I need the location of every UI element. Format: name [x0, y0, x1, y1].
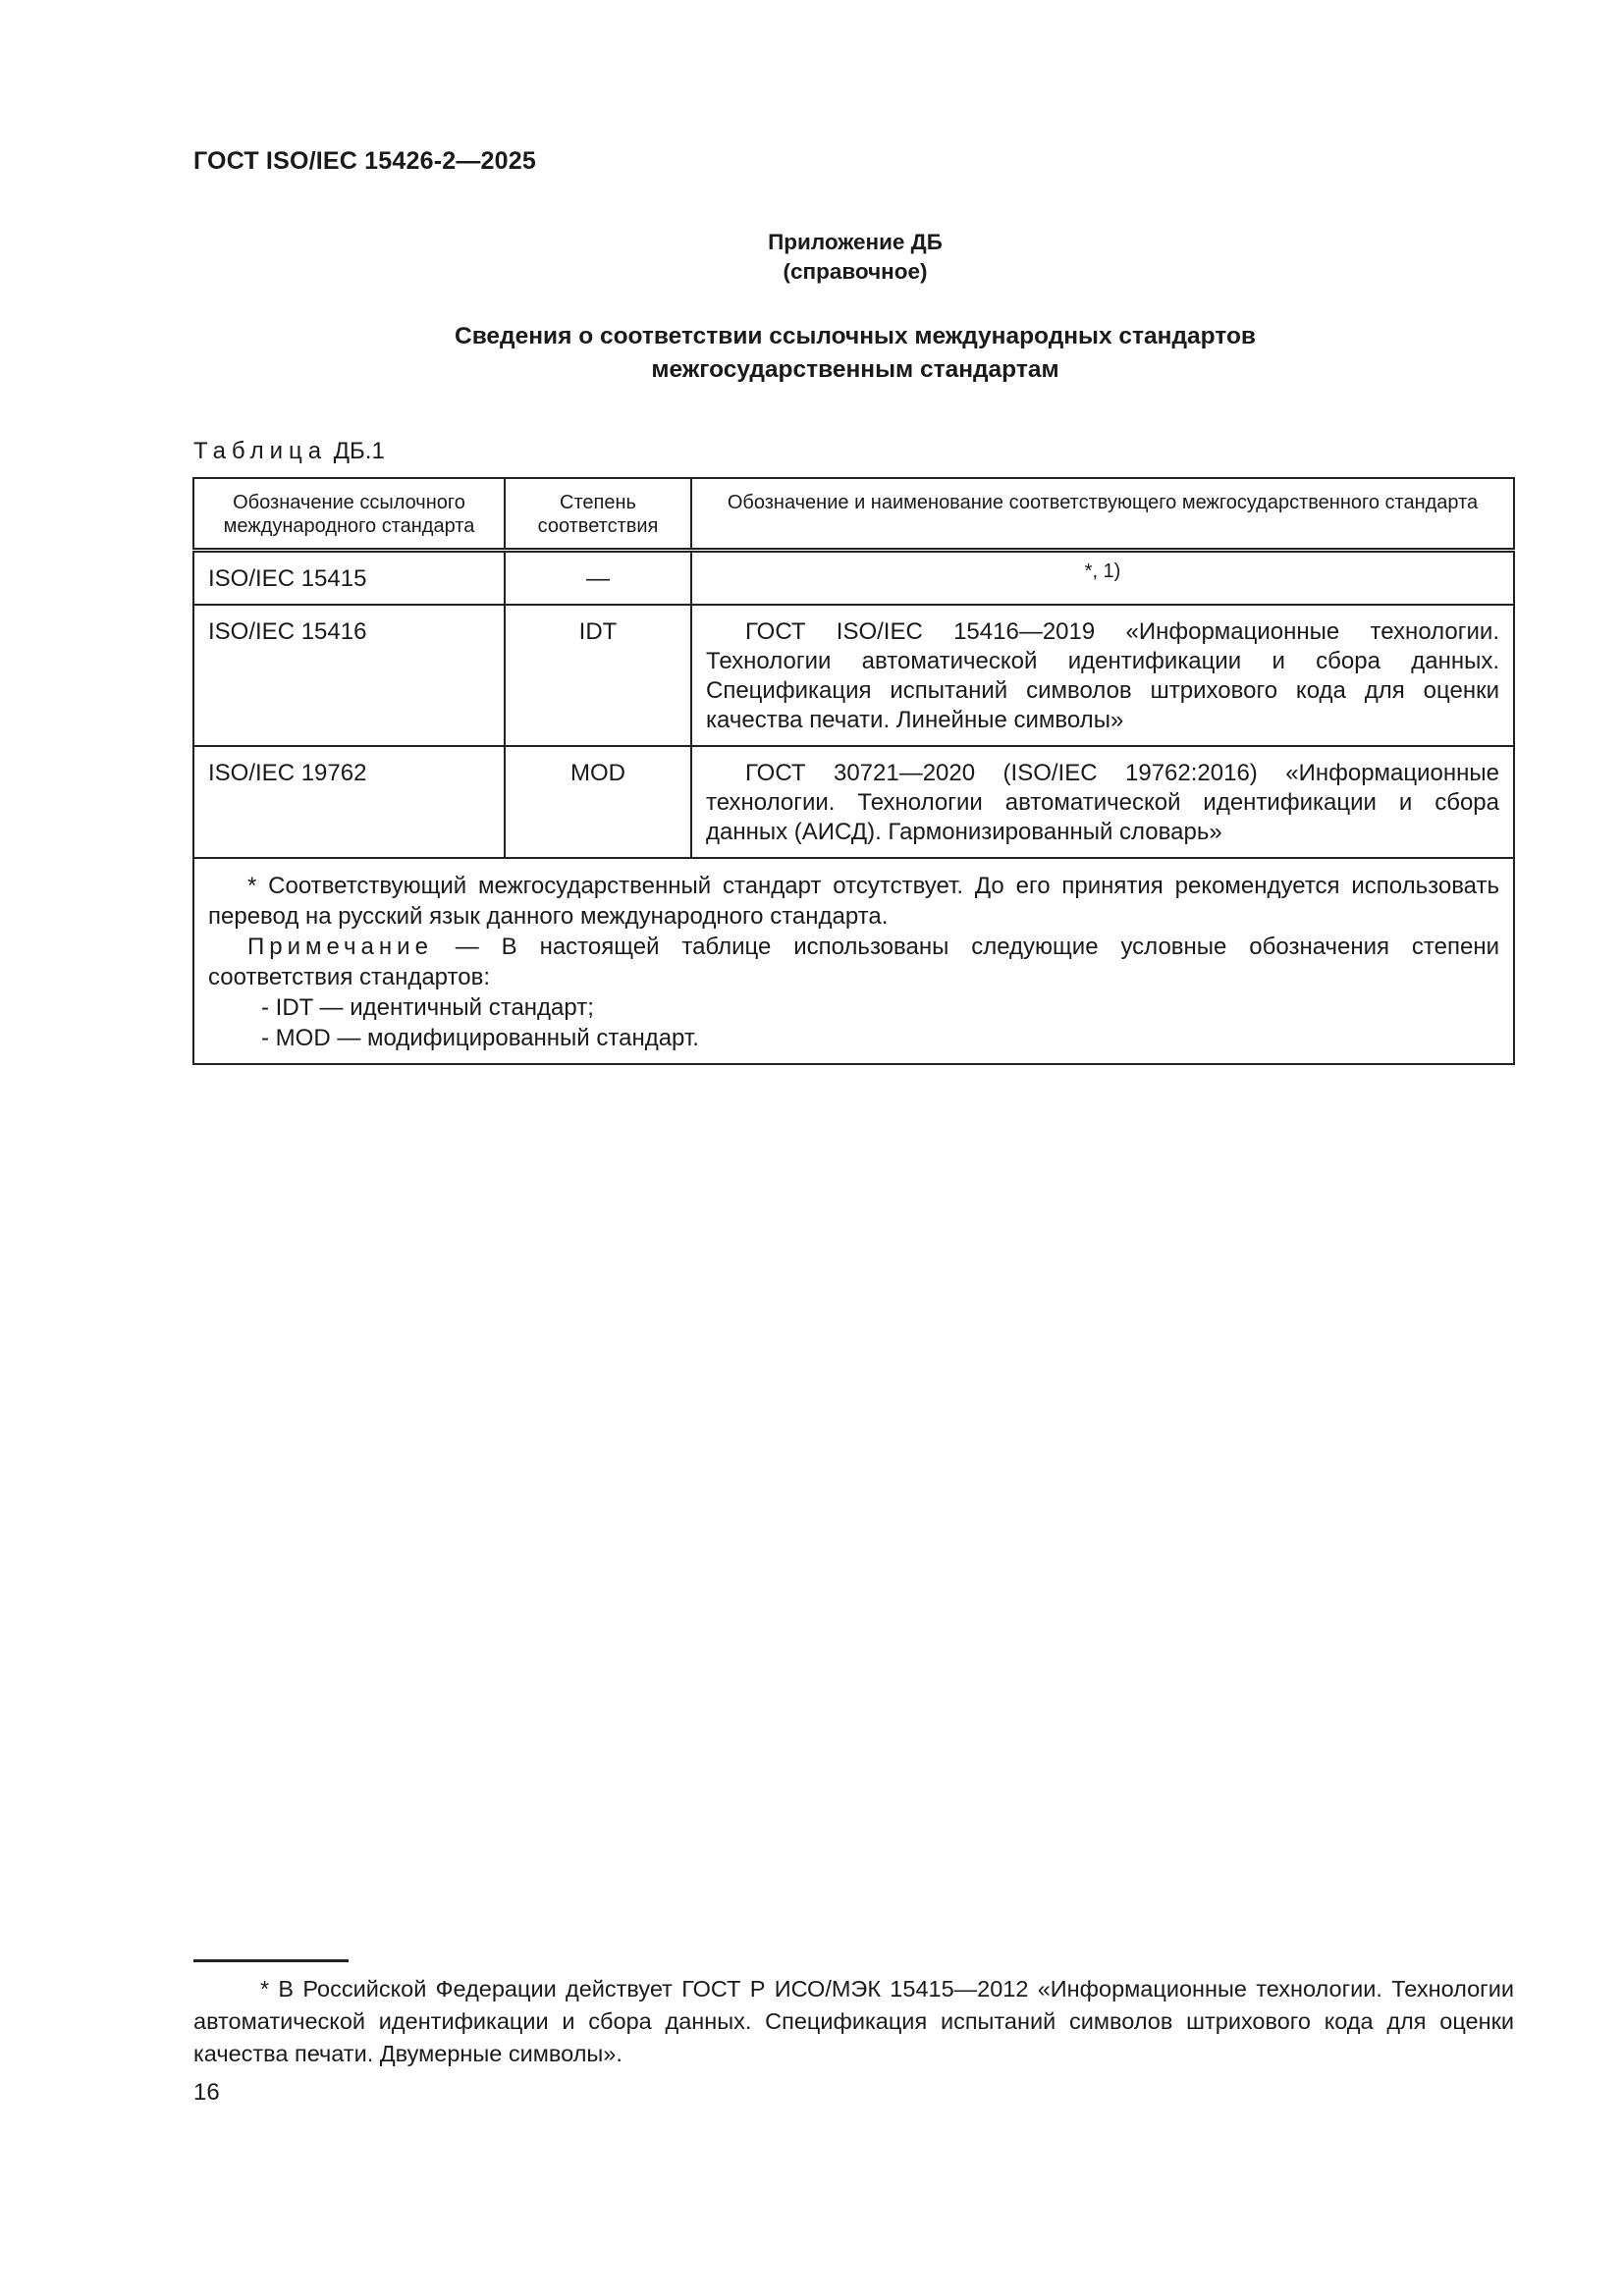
- page-number: 16: [193, 2079, 220, 2106]
- table-caption-number: ДБ.1: [333, 438, 385, 464]
- cell-standard-code: ISO/IEC 15416: [193, 605, 505, 746]
- note-idt-line: - IDT — идентичный стандарт;: [261, 994, 594, 1021]
- note-text: — В настоящей таблице использованы следующие условные обозначения степени соответствия стандартов:: [208, 934, 1499, 990]
- asterisk-note: * Соответствующий межгосударственный стандарт отсутствует. До его принятия рекомендуется использовать перевод на русский язык данного международного стандарта.: [208, 873, 1499, 930]
- header-degree: Степень соответствия: [505, 478, 691, 551]
- section-title-line-1: Сведения о соответствии ссылочных международных стандартов: [455, 323, 1256, 349]
- section-title: [0, 320, 1624, 387]
- section-title-line-2: межгосударственным стандартам: [651, 356, 1059, 383]
- note-mod-line: - MOD — модифицированный стандарт.: [261, 1025, 699, 1051]
- note-word: Примечание: [247, 934, 433, 960]
- table-notes: [193, 858, 1514, 1064]
- cell-standard-title: ГОСТ ISO/IEC 15416—2019 «Информационные технологии. Технологии автоматической идентификации и сбора данных. Спецификация испытаний символов штрихового кода для оценки качества печати. Линейные символы»: [691, 605, 1514, 746]
- table-caption-word: Таблица: [193, 438, 328, 464]
- table-caption: [193, 438, 385, 465]
- table-header-row: [193, 478, 1514, 551]
- table-notes-row: [193, 858, 1514, 1064]
- document-code: ГОСТ ISO/IEC 15426-2—2025: [193, 147, 536, 175]
- table-row: [193, 605, 1514, 746]
- appendix-heading: [0, 228, 1624, 287]
- cell-standard-code: ISO/IEC 15415: [193, 551, 505, 606]
- cell-standard-title: ГОСТ 30721—2020 (ISO/IEC 19762:2016) «Информационные технологии. Технологии автоматической идентификации и сбора данных (АИСД). Гармонизированный словарь»: [691, 746, 1514, 858]
- appendix-subtitle: (справочное): [783, 259, 928, 284]
- cell-standard-code: ISO/IEC 19762: [193, 746, 505, 858]
- cell-degree: —: [505, 551, 691, 606]
- cell-degree: MOD: [505, 746, 691, 858]
- table-row: [193, 746, 1514, 858]
- header-reference-standard: Обозначение ссылочного международного стандарта: [193, 478, 505, 551]
- header-interstate-standard: Обозначение и наименование соответствующего межгосударственного стандарта: [691, 478, 1514, 551]
- footnote: * В Российской Федерации действует ГОСТ Р ИСО/МЭК 15415—2012 «Информационные технологии. Технологии автоматической идентификации и сбора данных. Спецификация испытаний символов штрихового кода для оценки качества печати. Двумерные символы».: [193, 1976, 1514, 2066]
- note-paragraph: [208, 932, 1499, 992]
- standards-table: [192, 477, 1515, 1065]
- cell-degree: IDT: [505, 605, 691, 746]
- cell-standard-title: *, 1): [691, 551, 1514, 606]
- footnote-divider: [193, 1959, 349, 1962]
- table-row: [193, 551, 1514, 606]
- appendix-title: Приложение ДБ: [768, 230, 943, 254]
